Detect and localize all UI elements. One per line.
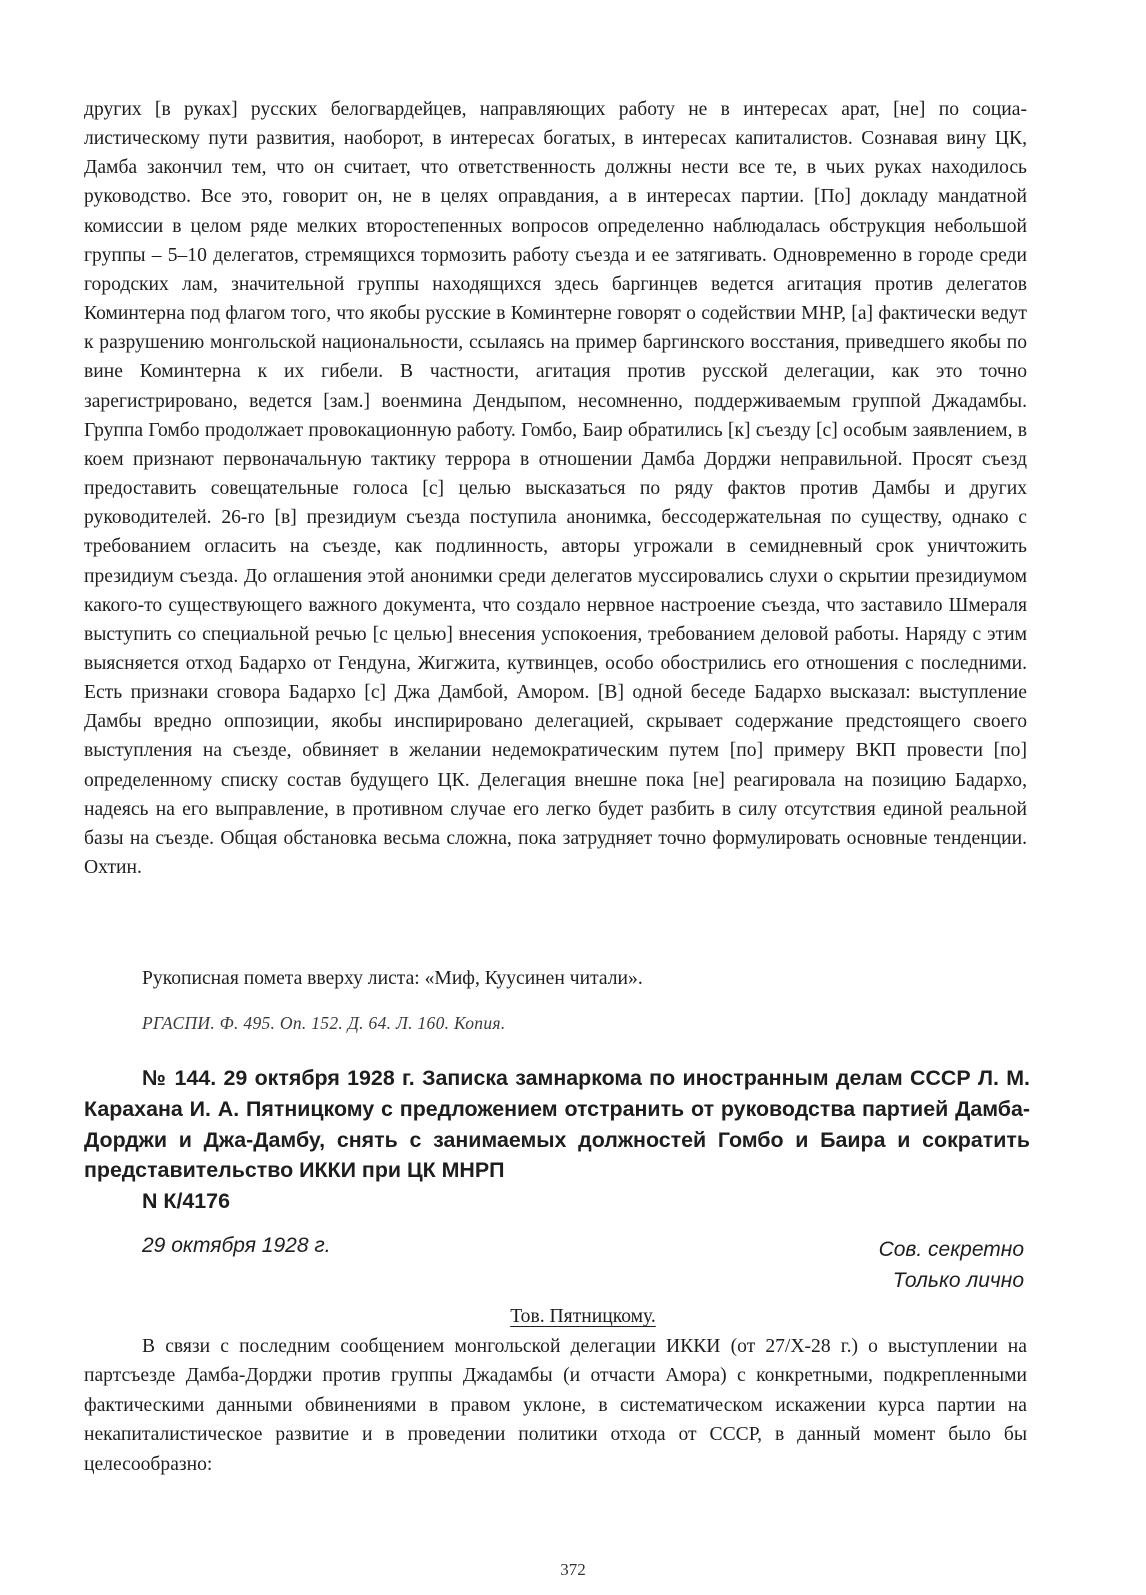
document-body-paragraph: В связи с последним сообщением монгольской делегации ИККИ (от 27/Х-28 г.) о выступлении на партсъезде Дамба-Дорджи против группы Джадамбы (и отчасти Амора) с конкретными, подкрепленными фактическими данными обвинениями в правом уклоне, в систематическом искажении курса партии на некапиталистическое развитие и в проведении политики отхода от СССР, в данный момент было бы целесообразно:: [84, 1336, 1027, 1475]
secrecy-stamp: [879, 1234, 1024, 1296]
body-paragraph-continuation: других [в руках] русских белогвардейцев, направляющих работу не в интересах арат, [не] по социалистическому пути развития, наоборот, в интересах богатых, в интересах капиталистов. Сознавая вину ЦК, Дамба закончил тем, что он считает, что ответственность должны нести все те, в чьих руках находилось руководство. Все это, говорит он, не в целях оправдания, а в интересах партии. [По] докладу мандатной комиссии в целом ряде мелких второстепенных вопросов определенно наблюдалась обструкция небольшой группы – 5–10 делегатов, стремящихся тормозить работу съезда и ее затягивать. Одновременно в городе среди городских лам, значительной группы находящихся здесь баргинцев ведется агитация против делегатов Коминтерна под флагом того, что якобы русские в Коминтерне говорят о содействии МНР, [а] фактически ведут к разрушению монгольской национальности, ссылаясь на пример баргинского восстания, приведшего якобы по вине Коминтерна к их гибели. В частности, агитация против русской делегации, как это точно зарегистрировано, ведется [зам.] военмина Дендыпом, несомненно, поддерживаемым группой Джадамбы. Группа Гомбо продолжает провокационную работу. Гомбо, Баир обратились [к] съезду [с] особым заявлением, в коем признают первоначальную тактику террора в отношении Дамба Дорджи неправильной. Просят съезд предоставить совещательные голоса [с] целью высказаться по ряду фактов против Дамбы и других руководителей. 26-го [в] президиум съезда поступила анонимка, бессодержательная по существу, однако с требованием огласить на съезде, как подлинность, авторы угрожали в семидневный срок уничтожить президиум съезда. До оглашения этой анонимки среди делегатов муссировались слухи о скрытии президиумом какого-то существующего важного документа, что создало нервное настроение съезда, что заставило Шмераля выступить со специальной речью [с целью] внесения успокоения, требованием деловой работы. Наряду с этим выясняется отход Бадархо от Гендуна, Жигжита, кутвинцев, особо обострились его отношения с последними. Есть признаки сговора Бадархо [с] Джа Дамбой, Амором. [В] одной беседе Бадархо высказал: выступление Дамбы вредно оппозиции, якобы инспирировано делегацией, скрывает содержание предстоящего своего выступления на съезде, обвиняет в желании недемократическим путем [по] примеру ВКП провести [по] определенному списку состав будущего ЦК. Делегация внешне пока [не] реагировала на позицию Бадархо, надеясь на его выправление, в противном случае его легко будет разбить в силу отсутствия единой реальной базы на съезде. Общая обстановка весьма сложна, пока затрудняет точно формулировать основные тенденции. Охтин.: [84, 99, 1027, 879]
document-heading: № 144. 29 октября 1928 г. Записка замнаркома по иностранным делам СССР Л. М. Карахана И. А. Пятницкому с предложением отстранить от руководства партией Дамба-Дорджи и Джа-Дамбу, снять с занимаемых должностей Гомбо и Баира и сократить представительство ИККИ при ЦК МНРП: [84, 1066, 1030, 1183]
addressee-line: [0, 1306, 1146, 1328]
handwritten-note: Рукописная помета вверху листа: «Миф, Куусинен читали».: [142, 968, 643, 989]
page-number: 372: [560, 1560, 586, 1579]
restriction-label: Только лично: [892, 1269, 1024, 1292]
addressee: Тов. Пятницкому.: [510, 1306, 656, 1327]
document-date: 29 октября 1928 г.: [142, 1234, 331, 1257]
classification-label: Сов. секретно: [878, 1238, 1024, 1261]
archive-reference: РГАСПИ. Ф. 495. Оп. 152. Д. 64. Л. 160. Копия.: [142, 1013, 506, 1033]
document-number: N К/4176: [142, 1189, 230, 1213]
